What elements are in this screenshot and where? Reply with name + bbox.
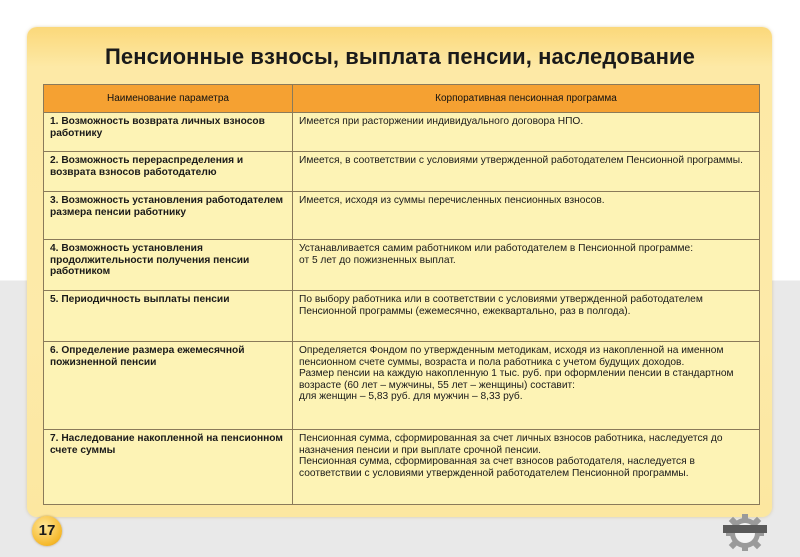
column-header-program: Корпоративная пенсионная программа [293,85,760,113]
desc-cell: Пенсионная сумма, сформированная за счет личных взносов работника, наследуется до назначения пенсии и при выплате срочной пенсии. Пенсионная сумма, сформированная за счет взносов работодателя, наследуется в соответствии с условиями утвержденной работодателем Пенсионной программы. [293,430,760,505]
table-row [44,192,760,240]
desc-cell: По выбору работника или в соответствии с условиями утвержденной работодателем Пенсионной программы (ежемесячно, ежеквартально, раз в полгода). [293,291,760,342]
table-row [44,240,760,291]
desc-cell: Имеется при расторжении индивидуального договора НПО. [293,113,760,152]
table-header-row [44,85,760,113]
table-row [44,291,760,342]
table-row [44,342,760,430]
desc-cell: Устанавливается самим работником или работодателем в Пенсионной программе: от 5 лет до пожизненных выплат. [293,240,760,291]
table-row [44,152,760,192]
table-row [44,430,760,505]
param-cell: 3. Возможность установления работодателем размера пенсии работнику [44,192,293,240]
page-number-badge: 17 [32,516,62,546]
desc-cell: Имеется, исходя из суммы перечисленных пенсионных взносов. [293,192,760,240]
column-header-parameter: Наименование параметра [44,85,293,113]
param-cell: 2. Возможность перераспределения и возврата взносов работодателю [44,152,293,192]
param-cell: 5. Периодичность выплаты пенсии [44,291,293,342]
desc-cell: Имеется, в соответствии с условиями утвержденной работодателем Пенсионной программы. [293,152,760,192]
table-row [44,113,760,152]
param-cell: 7. Наследование накопленной на пенсионном счете суммы [44,430,293,505]
params-table [43,84,760,505]
param-cell: 6. Определение размера ежемесячной пожизненной пенсии [44,342,293,430]
param-cell: 4. Возможность установления продолжительности получения пенсии работником [44,240,293,291]
desc-cell: Определяется Фондом по утвержденным методикам, исходя из накопленной на именном пенсионном счете суммы, возраста и пола работника с учетом будущих доходов. Размер пенсии на каждую накопленную 1 тыс. руб. при оформлении пенсии в стандартном возрасте (60 лет – мужчины, 55 лет – женщины) составит: для женщин – 5,83 руб. для мужчин – 8,33 руб. [293,342,760,430]
gear-logo-icon [722,511,768,551]
param-cell: 1. Возможность возврата личных взносов работнику [44,113,293,152]
slide-title: Пенсионные взносы, выплата пенсии, наследование [105,44,695,69]
